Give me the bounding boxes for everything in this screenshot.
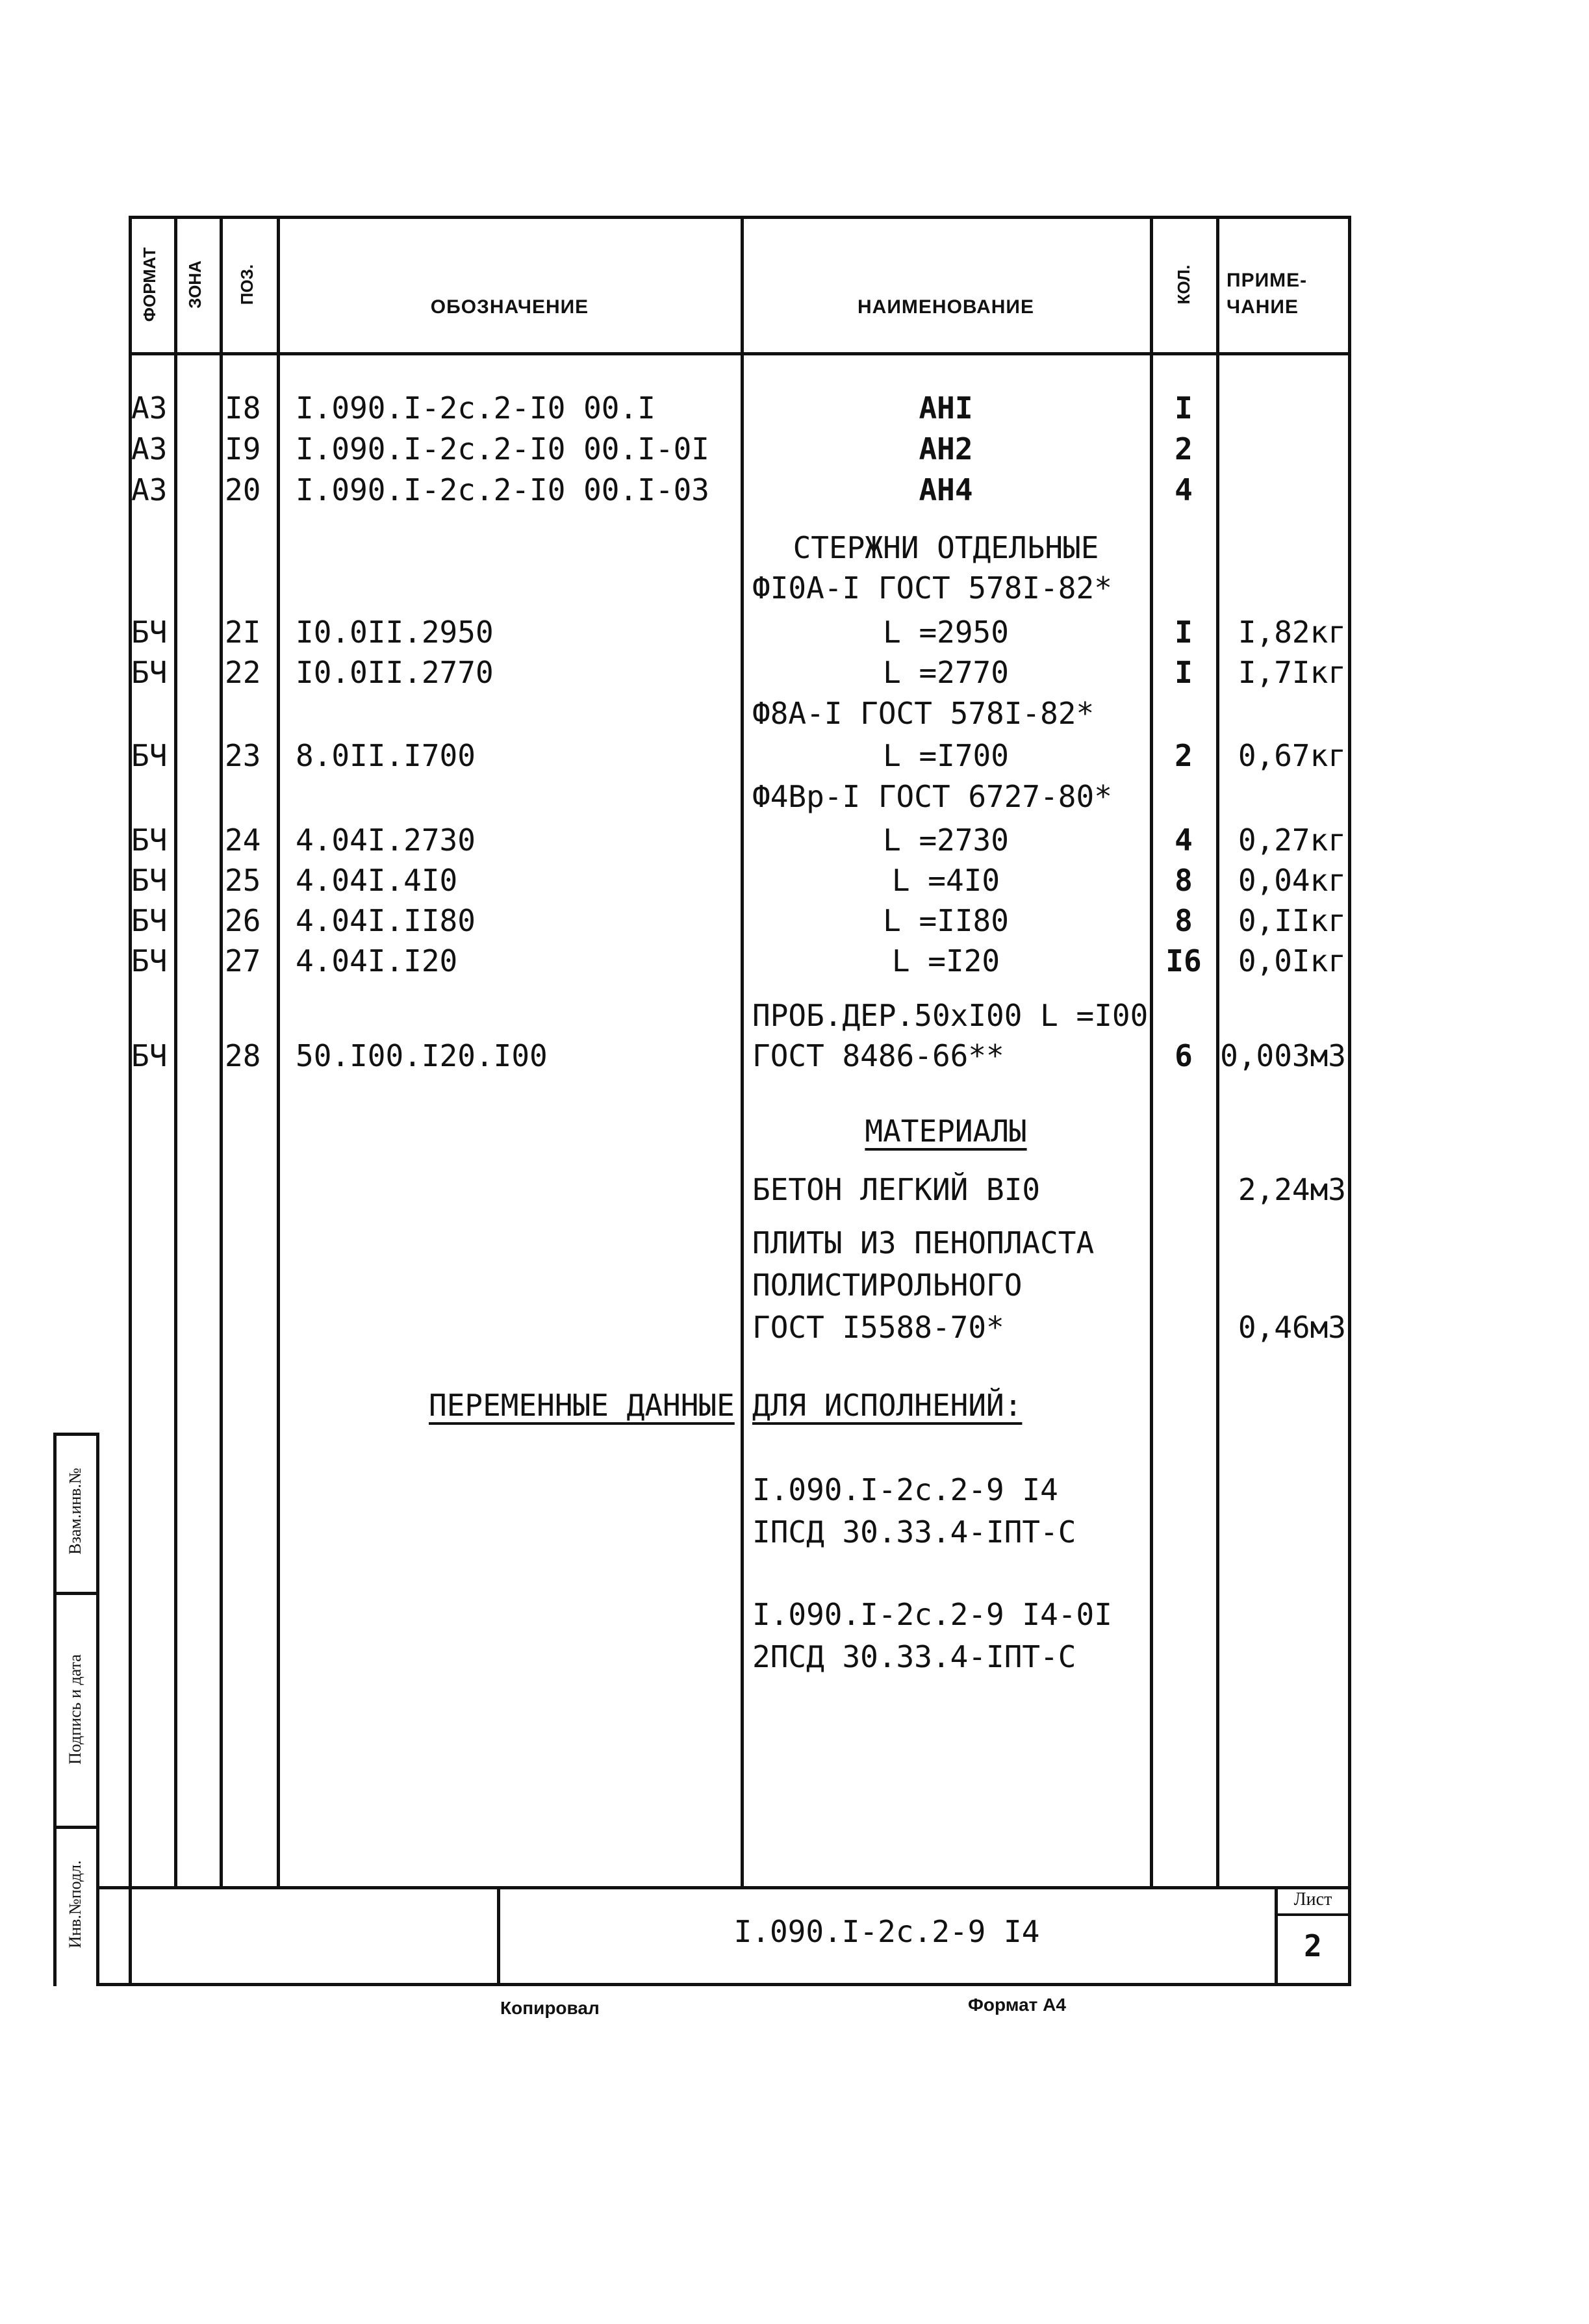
row-format: БЧ: [131, 903, 168, 938]
row-note: 0,04кг: [1238, 863, 1346, 898]
variant-1-product: IПСД 30.33.4-IПТ-С: [752, 1514, 1076, 1550]
row-name: АНI: [919, 390, 973, 426]
row-format: БЧ: [131, 943, 168, 978]
row-designation: 4.04I.II80: [296, 903, 476, 938]
row-name: L =4I0: [891, 863, 1000, 898]
row-name: АН2: [919, 431, 973, 466]
row-name: L =2730: [883, 823, 1009, 858]
variant-2-code: I.090.I-2с.2-9 I4-0I: [752, 1597, 1112, 1632]
row-qty: I: [1175, 615, 1193, 650]
variant-1-code: I.090.I-2с.2-9 I4: [752, 1472, 1058, 1507]
row-pos: 25: [225, 863, 261, 898]
row-name: СТЕРЖНИ ОТДЕЛЬНЫЕ: [793, 530, 1099, 565]
side-inv-replaced: Взам.инв.№: [66, 1468, 84, 1555]
row-note: I,7Iкг: [1238, 655, 1346, 690]
row-pos: I8: [225, 390, 261, 426]
row-format: БЧ: [131, 1038, 168, 1073]
row-designation: 4.04I.2730: [296, 823, 476, 858]
row-pos: 24: [225, 823, 261, 858]
header-note-line1: ПРИМЕ-: [1227, 270, 1308, 291]
side-sign-date: Подпись и дата: [66, 1654, 84, 1765]
row-note: 0,27кг: [1238, 823, 1346, 858]
header-zone: ЗОНА: [185, 261, 205, 309]
row-note: I,82кг: [1238, 615, 1346, 650]
row-name: Ф4Вр-I ГОСТ 6727-80*: [752, 779, 1112, 814]
row-format: А3: [131, 431, 168, 466]
row-name: ПРОБ.ДЕР.50хI00 L =I00: [752, 998, 1149, 1033]
header-designation: ОБОЗНАЧЕНИЕ: [430, 296, 589, 318]
row-qty: 2: [1175, 738, 1193, 773]
row-note: 0,IIкг: [1238, 903, 1346, 938]
row-name: L =2950: [883, 615, 1009, 650]
row-designation: 4.04I.I20: [296, 943, 458, 978]
concrete-name: БЕТОН ЛЕГКИЙ ВI0: [752, 1172, 1041, 1207]
sheet-label: Лист: [1293, 1889, 1332, 1909]
row-qty: 4: [1175, 823, 1193, 858]
row-pos: 23: [225, 738, 261, 773]
row-name: L =2770: [883, 655, 1009, 690]
variable-data-right: ДЛЯ ИСПОЛНЕНИЙ:: [752, 1388, 1023, 1423]
row-designation: I0.0II.2770: [296, 655, 494, 690]
row-name: L =II80: [883, 903, 1009, 938]
row-note: 0,67кг: [1238, 738, 1346, 773]
row-name: L =I20: [891, 943, 1000, 978]
plates-note: 0,46м3: [1238, 1310, 1346, 1345]
row-qty: 4: [1175, 472, 1193, 507]
row-pos: 26: [225, 903, 261, 938]
row-qty: I: [1175, 390, 1193, 426]
row-pos: 2I: [225, 615, 261, 650]
row-name: ФI0А-I ГОСТ 578I-82*: [752, 570, 1112, 606]
plates-line3: ГОСТ I5588-70*: [752, 1310, 1004, 1345]
row-format: А3: [131, 472, 168, 507]
side-inv-original: Инв.№подл.: [66, 1860, 84, 1948]
variable-data-left: ПЕРЕМЕННЫЕ ДАННЫЕ: [429, 1388, 735, 1423]
row-note: 0,0Iкг: [1238, 943, 1346, 978]
row-designation: I.090.I-2с.2-I0 00.I-0I: [296, 431, 709, 466]
row-qty: I6: [1165, 943, 1202, 978]
row-qty: 8: [1175, 903, 1193, 938]
row-format: БЧ: [131, 823, 168, 858]
row-designation: 50.I00.I20.I00: [296, 1038, 548, 1073]
row-note: 0,003м3: [1220, 1038, 1346, 1073]
footer-format: Формат А4: [968, 1995, 1066, 2015]
row-format: БЧ: [131, 863, 168, 898]
row-name: АН4: [919, 472, 973, 507]
row-pos: 22: [225, 655, 261, 690]
row-qty: 2: [1175, 431, 1193, 466]
row-designation: I.090.I-2с.2-I0 00.I: [296, 390, 655, 426]
row-designation: 8.0II.I700: [296, 738, 476, 773]
header-name: НАИМЕНОВАНИЕ: [858, 296, 1034, 318]
row-name: ГОСТ 8486-66**: [752, 1038, 1004, 1073]
row-pos: 20: [225, 472, 261, 507]
row-qty: 8: [1175, 863, 1193, 898]
row-format: БЧ: [131, 655, 168, 690]
document-code: I.090.I-2с.2-9 I4: [733, 1914, 1040, 1949]
row-pos: I9: [225, 431, 261, 466]
row-designation: 4.04I.4I0: [296, 863, 458, 898]
plates-line2: ПОЛИСТИРОЛЬНОГО: [752, 1268, 1023, 1303]
plates-line1: ПЛИТЫ ИЗ ПЕНОПЛАСТА: [752, 1225, 1095, 1260]
variant-2-product: 2ПСД 30.33.4-IПТ-С: [752, 1639, 1076, 1674]
header-qty: КОЛ.: [1174, 264, 1193, 305]
row-pos: 28: [225, 1038, 261, 1073]
row-qty: I: [1175, 655, 1193, 690]
row-format: БЧ: [131, 738, 168, 773]
row-format: БЧ: [131, 615, 168, 650]
header-note-line2: ЧАНИЕ: [1227, 296, 1299, 318]
row-format: А3: [131, 390, 168, 426]
header-format: ФОРМАТ: [140, 247, 159, 322]
row-designation: I.090.I-2с.2-I0 00.I-03: [296, 472, 709, 507]
sheet-number: 2: [1304, 1928, 1322, 1963]
row-name: L =I700: [883, 738, 1009, 773]
concrete-note: 2,24м3: [1238, 1172, 1346, 1207]
row-name: Ф8А-I ГОСТ 578I-82*: [752, 696, 1095, 731]
row-qty: 6: [1175, 1038, 1193, 1073]
materials-title: МАТЕРИАЛЫ: [865, 1114, 1027, 1149]
header-pos: ПОЗ.: [237, 264, 257, 305]
row-pos: 27: [225, 943, 261, 978]
row-designation: I0.0II.2950: [296, 615, 494, 650]
footer-copied: Копировал: [500, 1998, 600, 2018]
